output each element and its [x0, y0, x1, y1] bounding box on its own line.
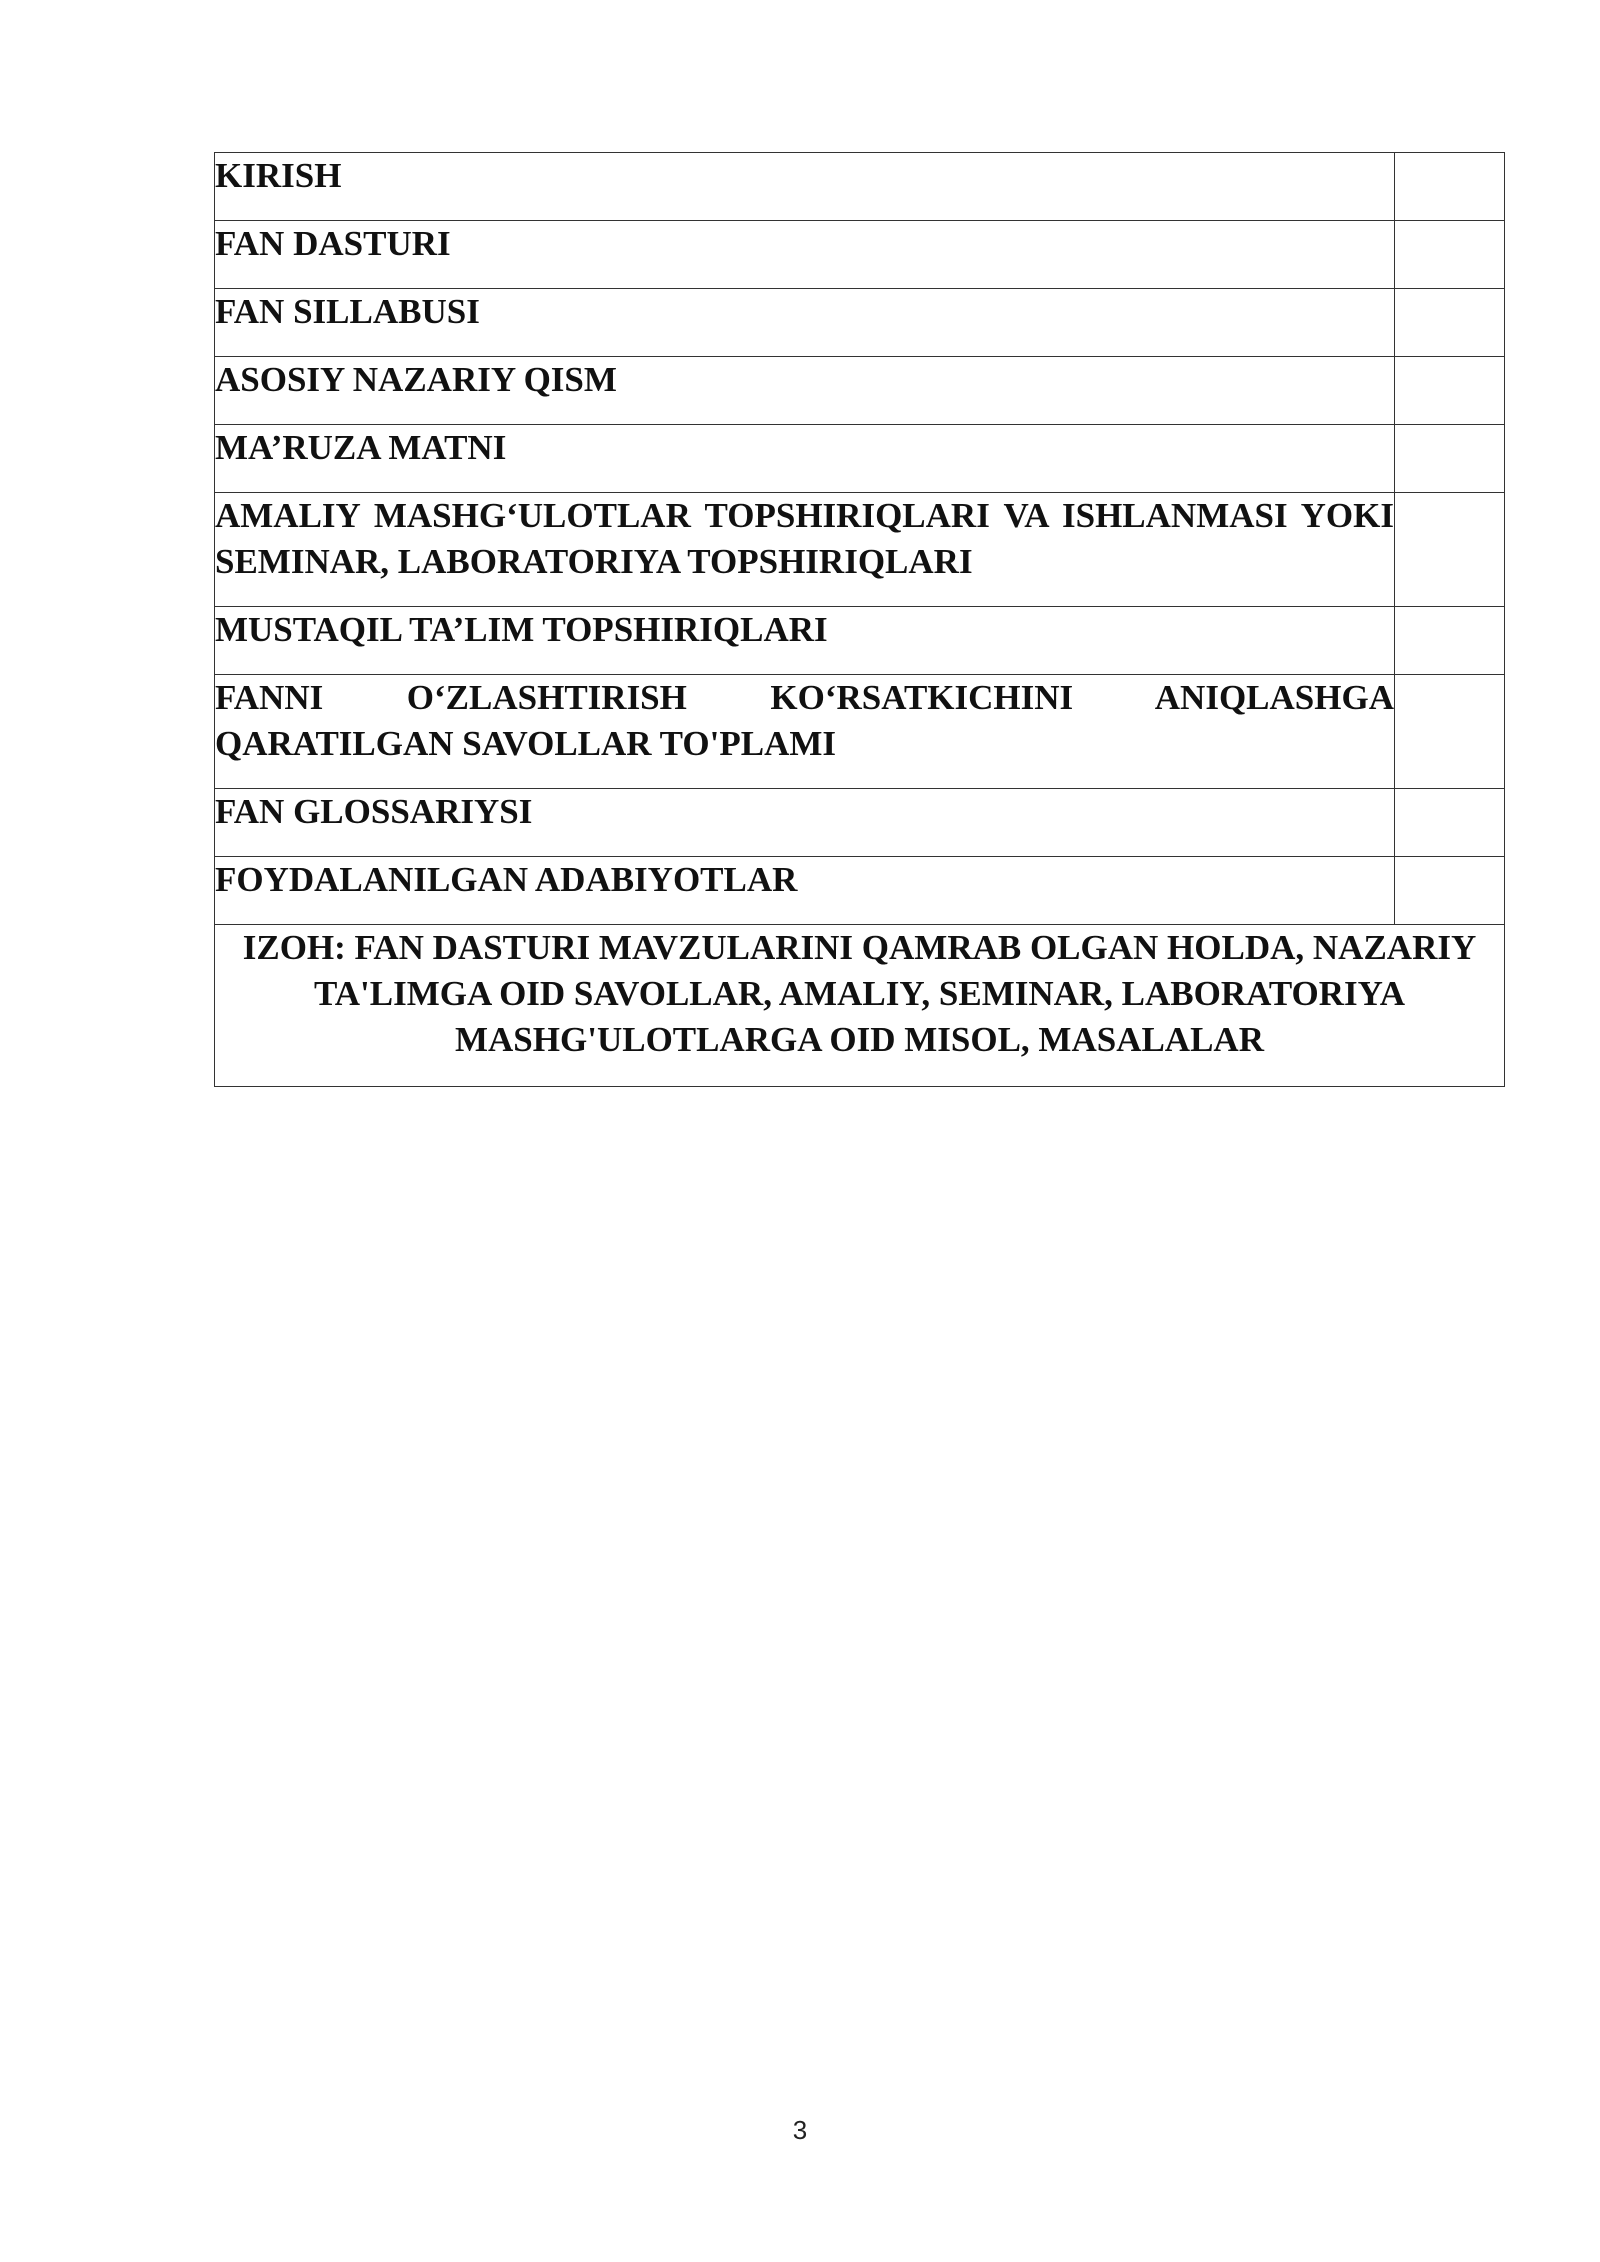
toc-row-page — [1395, 357, 1505, 425]
toc-row — [215, 675, 1505, 789]
contents-table — [214, 152, 1505, 1087]
toc-row-page — [1395, 789, 1505, 857]
toc-row-title: MA’RUZA MATNI — [215, 425, 1395, 493]
toc-row — [215, 425, 1505, 493]
toc-row-title: FOYDALANILGAN ADABIYOTLAR — [215, 857, 1395, 925]
toc-row-page — [1395, 675, 1505, 789]
page-number: 3 — [792, 2115, 808, 2145]
toc-row-title: AMALIY MASHG‘ULOTLAR TOPSHIRIQLARI VA ISHLANMASI YOKI SEMINAR, LABORATORIYA TOPSHIRIQLARI — [215, 493, 1395, 607]
toc-row-page — [1395, 425, 1505, 493]
toc-row — [215, 357, 1505, 425]
toc-row — [215, 153, 1505, 221]
toc-row — [215, 789, 1505, 857]
toc-row-title: FAN SILLABUSI — [215, 289, 1395, 357]
toc-row-title: FAN DASTURI — [215, 221, 1395, 289]
toc-row — [215, 221, 1505, 289]
toc-row-page — [1395, 493, 1505, 607]
note-row — [215, 925, 1505, 1087]
toc-row-title: FAN GLOSSARIYSI — [215, 789, 1395, 857]
toc-row — [215, 493, 1505, 607]
toc-row-page — [1395, 607, 1505, 675]
note-text: IZOH: FAN DASTURI MAVZULARINI QAMRAB OLGAN HOLDA, NAZARIY TA'LIMGA OID SAVOLLAR, AMALIY, SEMINAR, LABORATORIYA MASHG'ULOTLARGA OID MISOL, MASALALAR — [215, 925, 1505, 1087]
toc-row-title: FANNI O‘ZLASHTIRISH KO‘RSATKICHINI ANIQLASHGA QARATILGAN SAVOLLAR TO'PLAMI — [215, 675, 1395, 789]
toc-row-title: ASOSIY NAZARIY QISM — [215, 357, 1395, 425]
toc-row-page — [1395, 289, 1505, 357]
toc-row-page — [1395, 153, 1505, 221]
toc-row-title: KIRISH — [215, 153, 1395, 221]
toc-row — [215, 857, 1505, 925]
toc-row-title: MUSTAQIL TA’LIM TOPSHIRIQLARI — [215, 607, 1395, 675]
toc-row — [215, 289, 1505, 357]
toc-row-page — [1395, 221, 1505, 289]
toc-row — [215, 607, 1505, 675]
toc-row-page — [1395, 857, 1505, 925]
